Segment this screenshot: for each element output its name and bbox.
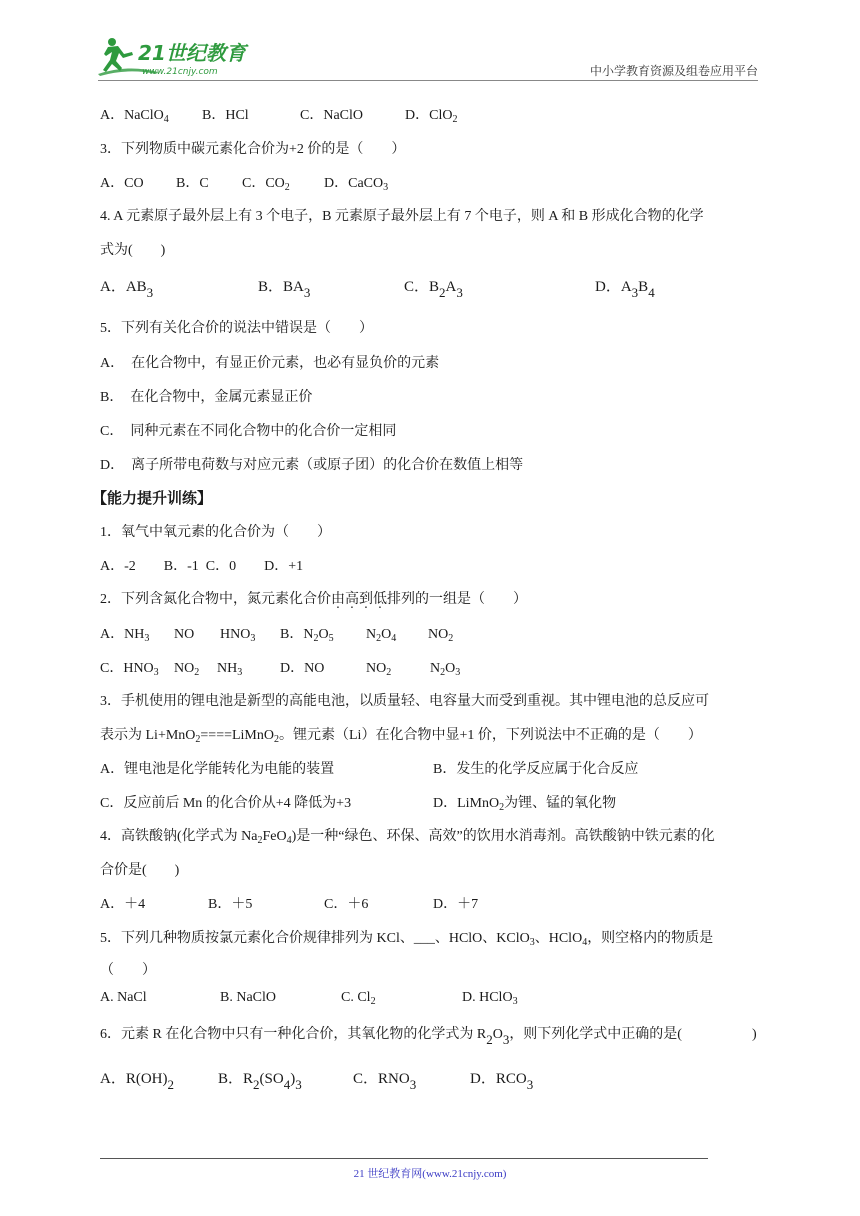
practice-5-stem-line2: （ ）	[100, 963, 156, 978]
question-4-stem-line1: 4. A 元素原子最外层上有 3 个电子，B 元素原子最外层上有 7 个电子，则 A 和 B 形成化合物的化学	[100, 209, 704, 224]
footer-rule	[100, 1158, 708, 1159]
practice-4-stem-line2: 合价是( )	[100, 863, 180, 878]
logo-text: 21世纪教育	[138, 41, 246, 65]
question-3-stem: 3．下列物质中碳元素化合价为+2 价的是（ ）	[100, 142, 406, 157]
page-header	[98, 30, 758, 82]
question-5-option-d: D． 离子所带电荷数与对应元素（或原子团）的化合价在数值上相等	[100, 458, 524, 473]
question-5-option-a: A． 在化合物中，有显正价元素，也必有显负价的元素	[100, 356, 440, 371]
footer-text: 21 世纪教育网(www.21cnjy.com)	[353, 1168, 507, 1180]
practice-3-stem-line2: 表示为 Li+MnO$_2$====LiMnO$_2$。锂元素（Li）在化合物中显+1 价，下列说法中不正确的是（ ）	[100, 728, 702, 745]
practice-4-stem-line1: 4．高铁酸钠(化学式为 $Na_2FeO_4$)是一种“绿色、环保、高效”的饮用水消毒剂。高铁酸钠中铁元素的化	[100, 829, 715, 846]
practice-2-stem: 2．下列含氮化合物中，氮元素化合价由高到低排列的一组是（ ）	[100, 592, 527, 607]
practice-1-options: A．-2 B．-1 C．0 D．+1	[100, 559, 304, 574]
question-5-option-b: B． 在化合物中，金属元素显正价	[100, 390, 313, 405]
practice-5-stem-line1: 5．下列几种物质按氯元素化合价规律排列为 KCl、___、HClO、KClO$_3$、HClO$_4$，则空格内的物质是	[100, 931, 714, 948]
header-rule	[98, 80, 758, 81]
logo-url: www.21cnjy.com	[142, 67, 218, 77]
question-5-option-c: C． 同种元素在不同化合物中的化合价一定相同	[100, 424, 397, 439]
question-4-stem-line2: 式为( )	[100, 243, 166, 258]
practice-3-stem-line1: 3．手机使用的锂电池是新型的高能电池，以质量轻、电容量大而受到重视。其中锂电池的总反应可	[100, 694, 709, 709]
practice-1-stem: 1．氧气中氧元素的化合价为（ ）	[100, 525, 331, 540]
practice-6-stem-end: )	[752, 1027, 757, 1042]
logo	[98, 34, 268, 78]
practice-6-stem: 6．元素 R 在化合物中只有一种化合价，其氧化物的化学式为 $R_2O_3$，则下列化学式中正确的是(	[100, 1027, 682, 1047]
header-platform-text: 中小学教育资源及组卷应用平台	[589, 64, 758, 78]
section-title: 【能力提升训练】	[92, 489, 213, 507]
question-5-stem: 5．下列有关化合价的说法中错误是（ ）	[100, 321, 373, 336]
